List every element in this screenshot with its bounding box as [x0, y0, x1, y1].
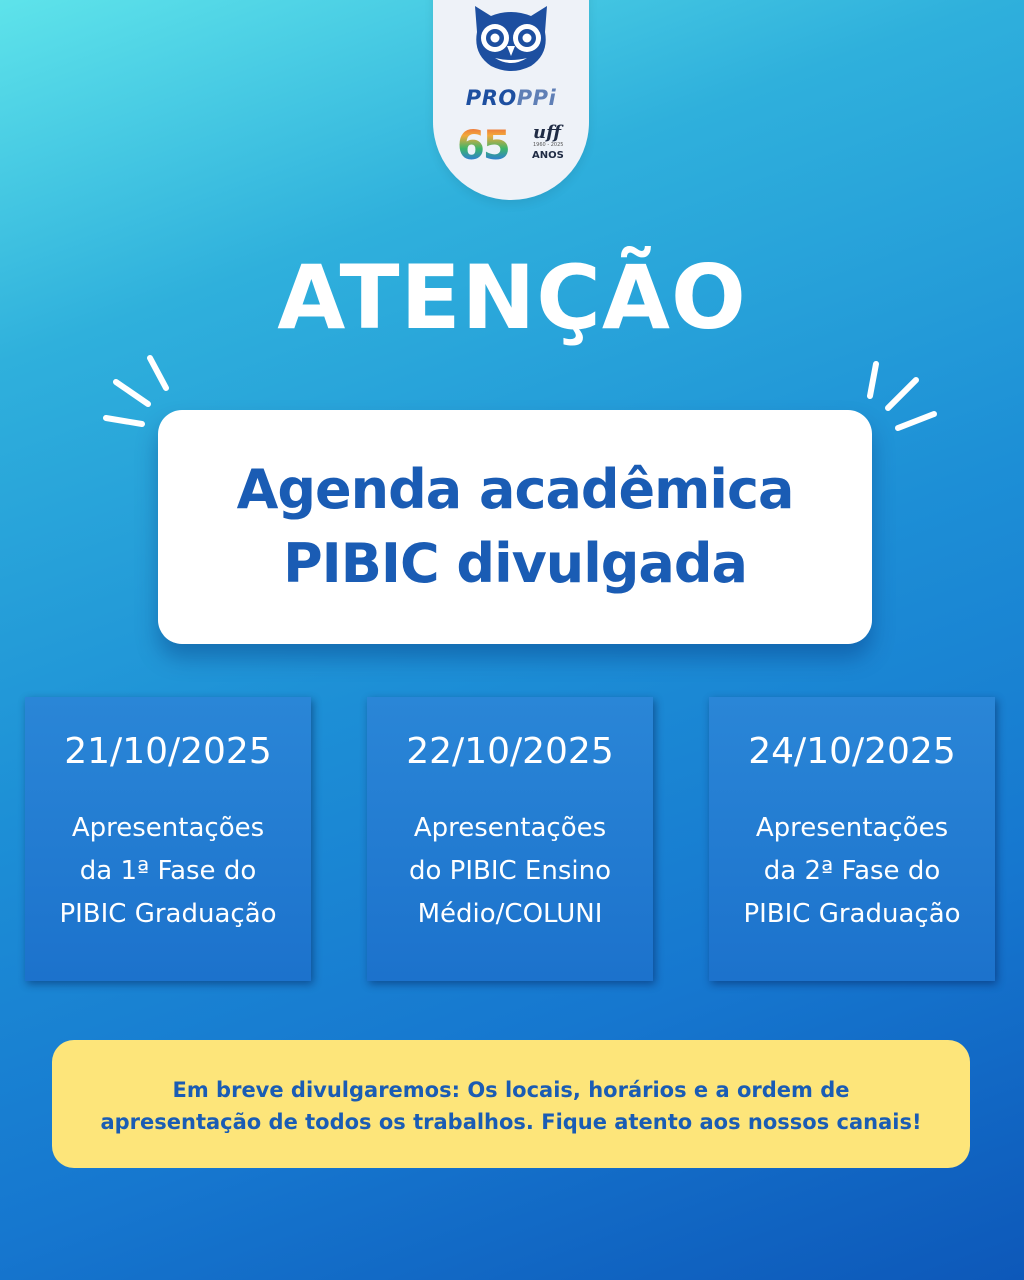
- event-date: 21/10/2025: [64, 731, 272, 772]
- anniversary-anos: ANOS: [532, 150, 564, 161]
- event-card-1: [25, 697, 311, 981]
- event-description: [367, 807, 653, 936]
- owl-logo-icon: [469, 2, 553, 74]
- title-line-2: PIBIC divulgada: [283, 532, 747, 595]
- brand-ppi: PPi: [516, 86, 557, 110]
- title-card: [158, 410, 872, 644]
- event-desc-line: Apresentações: [71, 813, 265, 843]
- event-card-2: [367, 697, 653, 981]
- anniversary-uff: uff: [533, 122, 561, 143]
- event-desc-line: PIBIC Graduação: [59, 899, 277, 929]
- event-desc-line: da 1ª Fase do: [79, 856, 257, 886]
- event-date: 24/10/2025: [748, 731, 956, 772]
- anniversary-number: 65: [457, 120, 509, 172]
- uff-65-anos-badge: [457, 120, 567, 172]
- title-line-1: Agenda acadêmica: [236, 458, 794, 521]
- headline: ATENÇÃO: [277, 246, 747, 349]
- event-date: 22/10/2025: [406, 731, 614, 772]
- proppi-wordmark: [433, 86, 589, 110]
- notice-line-1: Em breve divulgaremos: Os locais, horários e a ordem de: [172, 1078, 850, 1102]
- event-desc-line: da 2ª Fase do: [763, 856, 941, 886]
- event-desc-line: do PIBIC Ensino: [408, 856, 611, 886]
- notice-banner: [52, 1040, 970, 1168]
- event-desc-line: Apresentações: [413, 813, 607, 843]
- event-desc-line: Apresentações: [755, 813, 949, 843]
- anniversary-years: 1960 - 2025: [533, 142, 564, 148]
- notice-line-2: apresentação de todos os trabalhos. Fique atento aos nossos canais!: [100, 1110, 922, 1134]
- event-description: [709, 807, 995, 936]
- brand-pro: PRO: [465, 86, 517, 110]
- logo-tab: [433, 0, 589, 200]
- event-desc-line: PIBIC Graduação: [743, 899, 961, 929]
- event-desc-line: Médio/COLUNI: [417, 899, 603, 929]
- event-description: [25, 807, 311, 936]
- event-card-3: [709, 697, 995, 981]
